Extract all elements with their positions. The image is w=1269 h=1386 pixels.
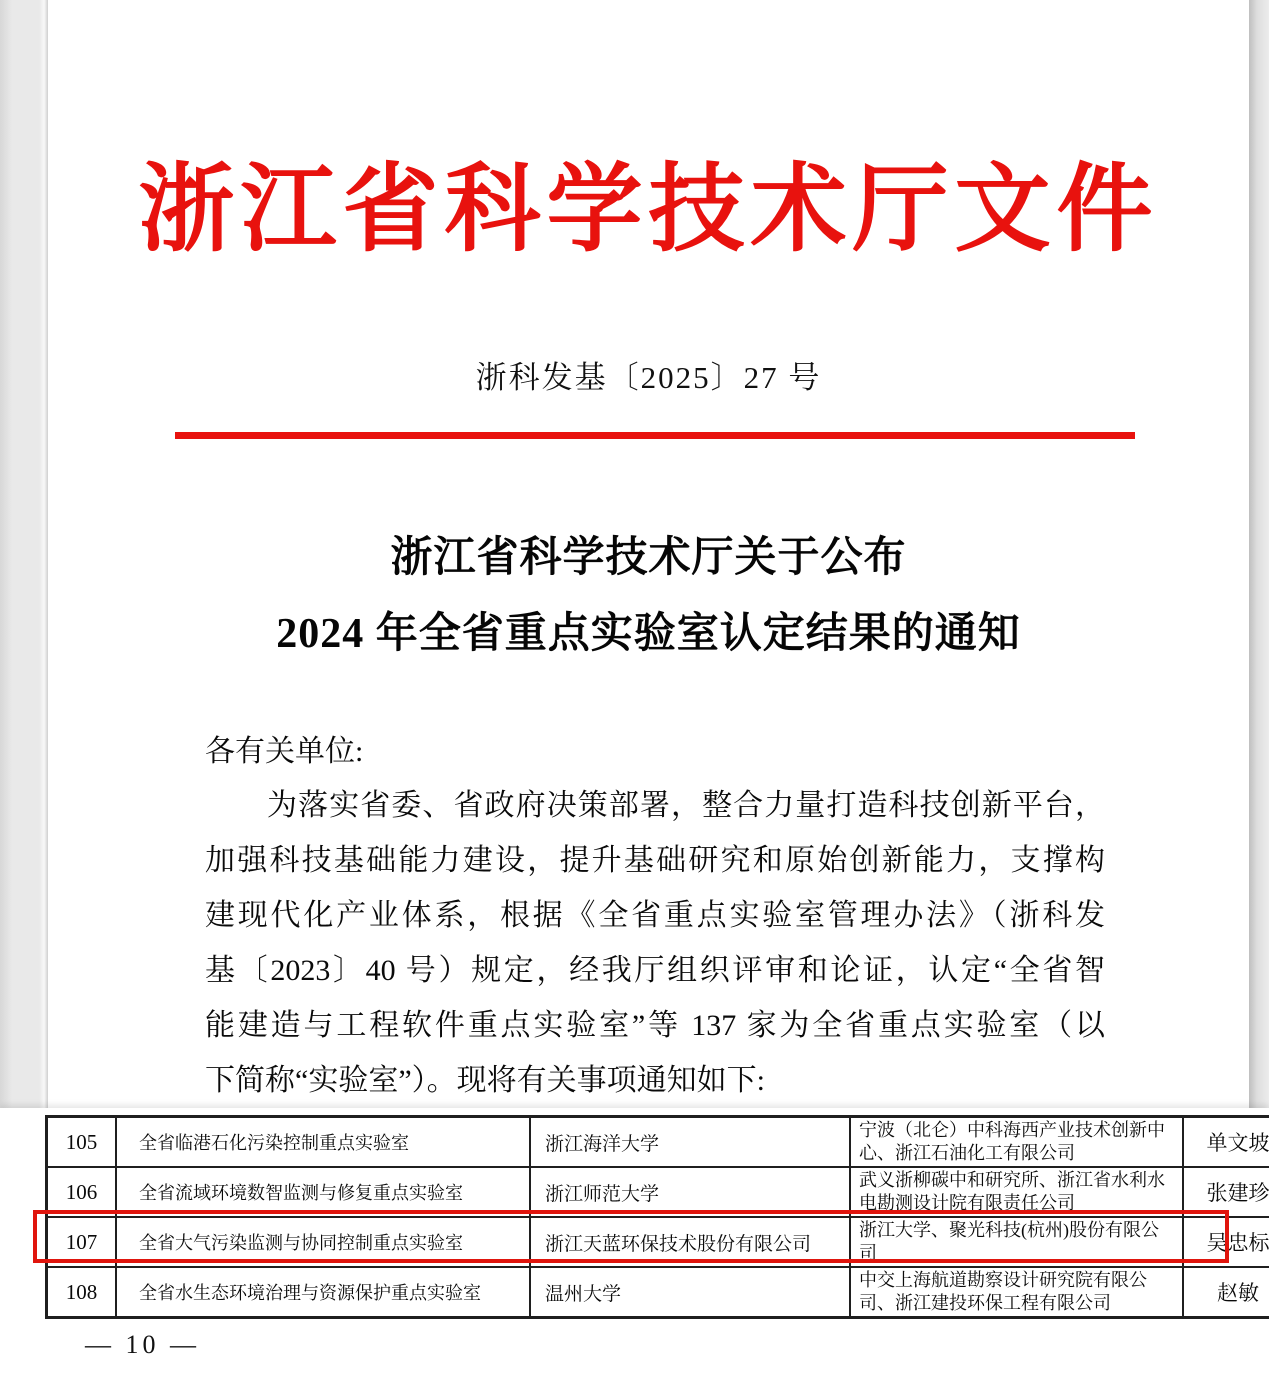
page-number: — 10 — <box>85 1330 200 1359</box>
host-institution: 温州大学 <box>530 1267 850 1318</box>
lab-director: 吴忠标 <box>1183 1217 1269 1267</box>
document-number: 浙科发基〔2025〕27 号 <box>475 360 822 395</box>
lab-name: 全省水生态环境治理与资源保护重点实验室 <box>116 1267 530 1318</box>
letterhead-divider <box>175 432 1135 439</box>
notice-title-line1: 浙江省科学技术厅关于公布 <box>390 535 907 581</box>
letterhead-title: 浙江省科学技术厅文件 <box>138 156 1159 263</box>
body-line: 下简称“实验室”）。现将有关事项通知如下: <box>205 1064 765 1097</box>
notice-title-line2: 2024 年全省重点实验室认定结果的通知 <box>276 611 1021 657</box>
lab-director: 张建珍 <box>1183 1167 1269 1217</box>
host-institution: 浙江师范大学 <box>530 1167 850 1217</box>
body-line: 加强科技基础能力建设，提升基础研究和原始创新能力，支撑构 <box>205 844 1105 877</box>
body-line: 建现代化产业体系，根据《全省重点实验室管理办法》（浙科发 <box>205 899 1105 932</box>
lab-director: 赵敏 <box>1183 1267 1269 1318</box>
body-line: 基〔2023〕40 号）规定，经我厅组织评审和论证，认定“全省智 <box>205 954 1105 987</box>
partner-institutions: 武义浙柳碳中和研究所、浙江省水利水电勘测设计院有限责任公司 <box>850 1167 1183 1217</box>
lab-name: 全省大气污染监测与协同控制重点实验室 <box>116 1217 530 1267</box>
partner-institutions: 浙江大学、聚光科技(杭州)股份有限公司 <box>850 1217 1183 1267</box>
row-number: 107 <box>47 1217 117 1267</box>
row-number: 106 <box>47 1167 117 1217</box>
table-row-107-highlighted <box>47 1217 1269 1267</box>
lab-name: 全省流域环境数智监测与修复重点实验室 <box>116 1167 530 1217</box>
document-page <box>48 0 1249 1108</box>
viewer-left-margin <box>0 0 48 1108</box>
row-number: 105 <box>47 1117 117 1168</box>
body-line: 能建造与工程软件重点实验室”等 137 家为全省重点实验室（以 <box>205 1009 1105 1042</box>
host-institution: 浙江天蓝环保技术股份有限公司 <box>530 1217 850 1267</box>
host-institution: 浙江海洋大学 <box>530 1117 850 1168</box>
table-row-105 <box>47 1117 1269 1168</box>
lab-results-table <box>45 1115 1269 1319</box>
body-paragraph <box>205 778 1105 1108</box>
table-section <box>0 1108 1269 1386</box>
partner-institutions: 宁波（北仑）中科海西产业技术创新中心、浙江石油化工有限公司 <box>850 1117 1183 1168</box>
lab-name: 全省临港石化污染控制重点实验室 <box>116 1117 530 1168</box>
partner-institutions: 中交上海航道勘察设计研究院有限公司、浙江建投环保工程有限公司 <box>850 1267 1183 1318</box>
lab-director: 单文坡 <box>1183 1117 1269 1168</box>
table-row-106 <box>47 1167 1269 1217</box>
table-row-108 <box>47 1267 1269 1318</box>
salutation: 各有关单位: <box>205 735 364 768</box>
viewer-right-margin <box>1249 0 1269 1108</box>
body-line: 为落实省委、省政府决策部署，整合力量打造科技创新平台， <box>267 789 1105 822</box>
row-number: 108 <box>47 1267 117 1318</box>
